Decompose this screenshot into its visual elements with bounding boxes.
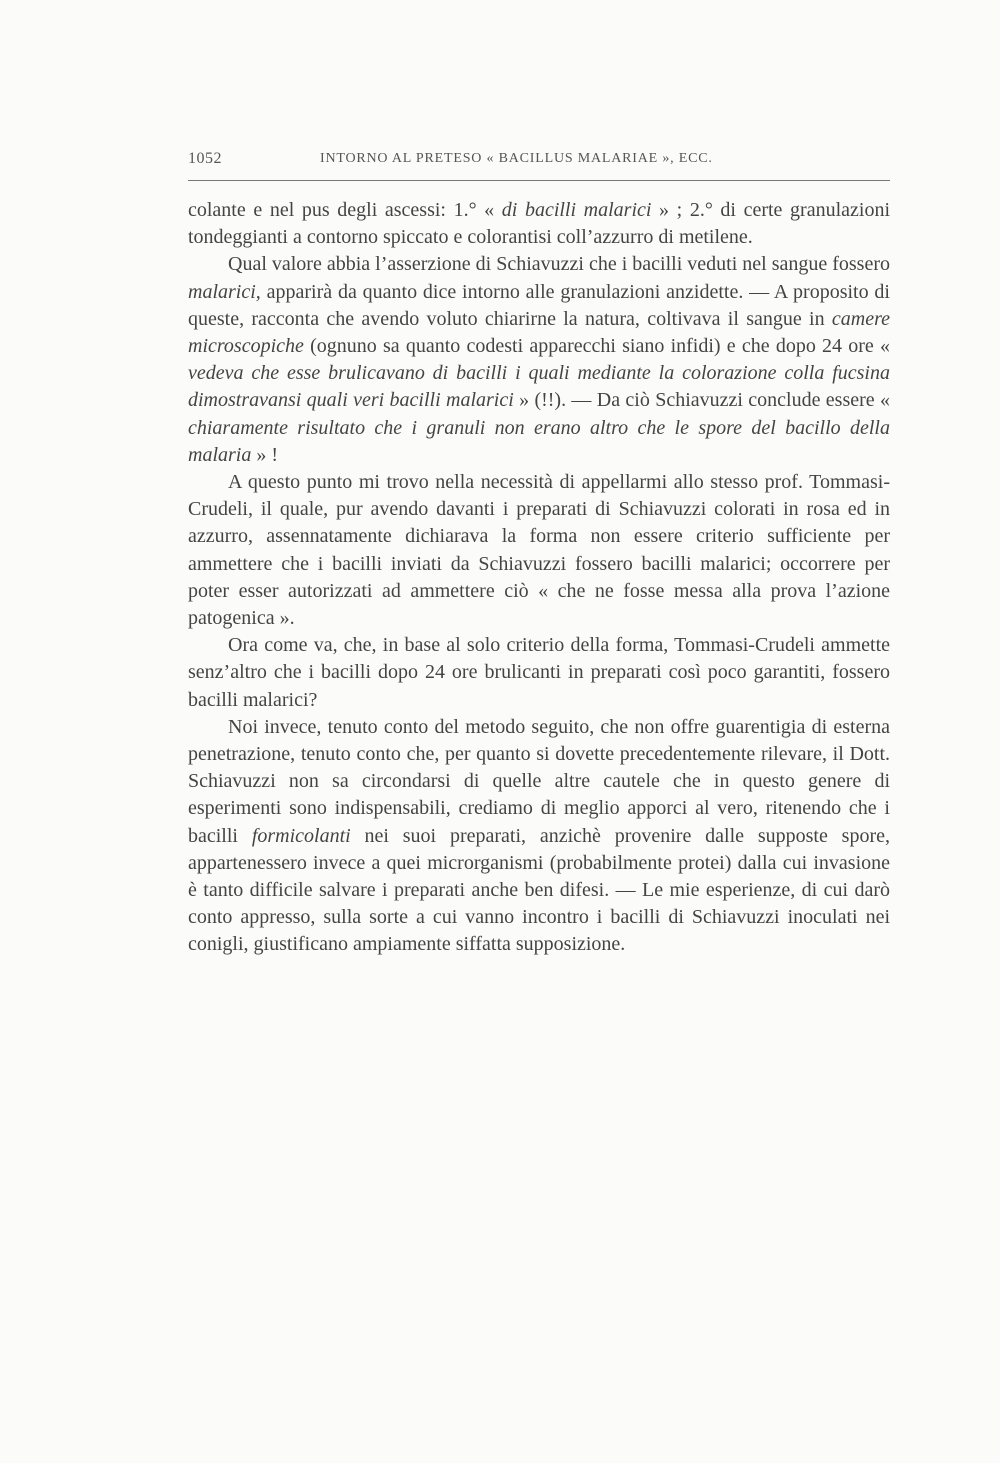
italic-run: formicolanti xyxy=(251,824,351,847)
body-text xyxy=(188,197,890,959)
text-run: » (!!). — Da ciò Schiavuzzi conclude essere « xyxy=(513,389,890,412)
text-run: Noi invece, tenuto conto del metodo seguito, che non offre guarentigia di esterna penetrazione, tenuto conto che, per quanto si dovette precedentemente rilevare, il Dott. Schiavuzzi non sa circondarsi di quelle altre cautele che in questo genere di esperimenti sono indispensabili, crediamo di meglio apporci al vero, ritenendo che i bacilli xyxy=(188,715,890,847)
paragraph xyxy=(188,632,890,714)
text-run: colante e nel pus degli ascessi: 1.° « xyxy=(188,199,502,221)
paragraph xyxy=(188,714,890,959)
paragraph xyxy=(188,469,890,632)
paragraph xyxy=(188,251,890,469)
text-run: Qual valore abbia l’asserzione di Schiavuzzi che i bacilli veduti nel sangue fossero xyxy=(228,253,890,276)
page-number: 1052 xyxy=(188,150,222,167)
text-run: Ora come va, che, in base al solo criterio della forma, Tommasi-Crudeli ammette senz’altro che i bacilli dopo 24 ore brulicanti in preparati così poco garantiti, fossero bacilli malarici? xyxy=(188,634,890,711)
text-run: » ; 2.° di certe granulazioni tondeggianti a contorno spiccato e colorantisi coll’azzurro di metilene. xyxy=(188,199,891,249)
italic-run: camere microscopiche xyxy=(188,307,890,358)
text-run: A questo punto mi trovo nella necessità di appellarmi allo stesso prof. Tommasi-Crudeli, il quale, pur avendo davanti i preparati di Schiavuzzi colorati in rosa ed in azzurro, assennatamente dichiarava la forma non essere criterio sufficiente per ammettere che i bacilli inviati da Schiavuzzi fossero bacilli malarici; occorrere per poter esser autorizzati ad ammettere ciò « che ne fosse messa alla prova l’azione patogenica ». xyxy=(188,471,890,630)
running-title: INTORNO AL PRETESO « BACILLUS MALARIAE », ECC. xyxy=(320,151,713,166)
text-run: » ! xyxy=(251,443,279,466)
running-head xyxy=(188,150,890,172)
text-run: nei suoi preparati, anzichè provenire dalle supposte spore, appartenessero invece a quei microrganismi (probabilmente protei) dalla cui invasione è tanto difficile salvare i preparati anche ben difesi. — Le mie esperienze, di cui darò conto appresso, sulla sorte a cui vanno incontro i bacilli di Schiavuzzi inoculati nei conigli, giustificano ampiamente siffatta supposizione. xyxy=(188,824,890,956)
paragraph xyxy=(188,197,890,251)
header-rule xyxy=(188,180,890,181)
text-run: (ognuno sa quanto codesti apparecchi siano infidi) e che dopo 24 ore « xyxy=(303,335,890,358)
italic-run: malarici, xyxy=(188,280,261,303)
text-run: apparirà da quanto dice intorno alle granulazioni anzidette. — A proposito di queste, racconta che avendo voluto chiarirne la natura, coltivava il sangue in xyxy=(188,280,890,330)
italic-run: chiaramente risultato che i granuli non erano altro che le spore del bacillo della malaria xyxy=(188,416,890,466)
italic-run: di bacilli malarici xyxy=(501,199,652,221)
italic-run: vedeva che esse brulicavano di bacilli i quali mediante la colorazione colla fucsina dimostravansi quali veri bacilli malarici xyxy=(188,362,890,412)
